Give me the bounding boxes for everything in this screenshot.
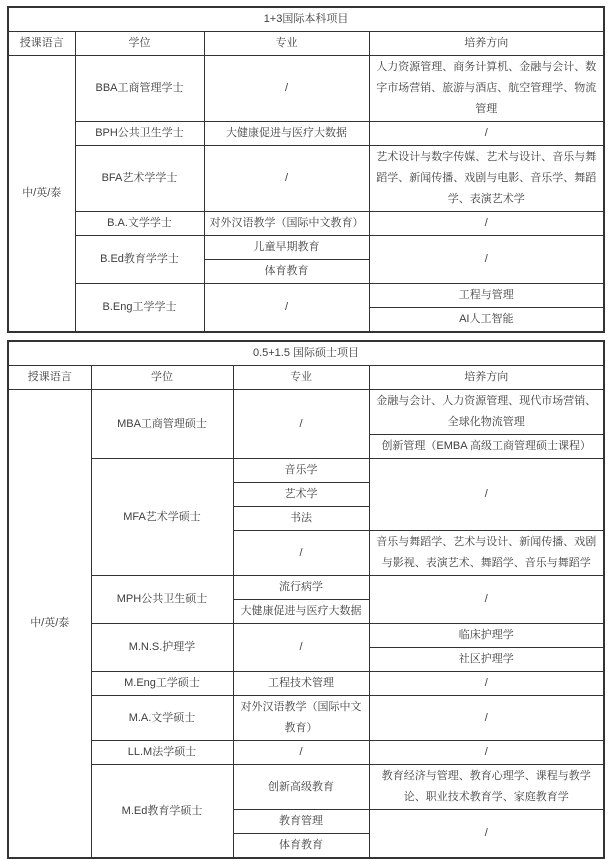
degree-cell: MFA艺术学硕士 [91, 459, 233, 576]
degree-cell: BFA艺术学学士 [75, 146, 204, 212]
direction-cell: 金融与会计、人力资源管理、现代市场营销、全球化物流管理 [369, 390, 604, 435]
direction-cell: / [369, 696, 604, 741]
direction-cell: AI人工智能 [369, 308, 604, 333]
degree-cell: MPH公共卫生硕士 [91, 576, 233, 624]
direction-cell: 临床护理学 [369, 624, 604, 648]
degree-cell: M.N.S.护理学 [91, 624, 233, 672]
undergrad-program-table [7, 6, 605, 333]
major-cell: / [233, 741, 369, 765]
major-cell: / [233, 531, 369, 576]
major-cell: / [204, 56, 369, 122]
direction-cell: 人力资源管理、商务计算机、金融与会计、数字市场营销、旅游与酒店、航空管理学、物流管理 [369, 56, 604, 122]
major-cell: 流行病学 [233, 576, 369, 600]
direction-cell: 工程与管理 [369, 284, 604, 308]
major-cell: 体育教育 [233, 834, 369, 859]
degree-cell: M.A.文学硕士 [91, 696, 233, 741]
degree-cell: M.Eng工学硕士 [91, 672, 233, 696]
major-cell: 对外汉语教学（国际中文教育） [204, 212, 369, 236]
degree-cell: LL.M法学硕士 [91, 741, 233, 765]
master-table-title: 0.5+1.5 国际硕士项目 [8, 341, 604, 366]
master-header-direction: 培养方向 [369, 366, 604, 390]
major-cell: 大健康促进与医疗大数据 [233, 600, 369, 624]
major-cell: 音乐学 [233, 459, 369, 483]
major-cell: 创新高级教育 [233, 765, 369, 810]
degree-cell: MBA工商管理硕士 [91, 390, 233, 459]
major-cell: 书法 [233, 507, 369, 531]
degree-cell: B.A.文学学士 [75, 212, 204, 236]
direction-cell: / [369, 212, 604, 236]
direction-cell: / [369, 741, 604, 765]
major-cell: / [233, 390, 369, 459]
major-cell: 工程技术管理 [233, 672, 369, 696]
major-cell: 儿童早期教育 [204, 236, 369, 260]
direction-cell: 艺术设计与数字传媒、艺术与设计、音乐与舞蹈学、新闻传播、戏剧与电影、音乐学、舞蹈学、表演艺术学 [369, 146, 604, 212]
undergrad-language-cell: 中/英/泰 [8, 56, 75, 333]
direction-cell: 音乐与舞蹈学、艺术与设计、新闻传播、戏剧与影视、表演艺术、舞蹈学、音乐与舞蹈学 [369, 531, 604, 576]
degree-cell: B.Ed教育学学士 [75, 236, 204, 284]
master-language-cell: 中/英/泰 [8, 390, 91, 859]
undergrad-header-degree: 学位 [75, 32, 204, 56]
undergrad-header-direction: 培养方向 [369, 32, 604, 56]
direction-cell: / [369, 810, 604, 859]
direction-cell: 创新管理（EMBA 高级工商管理硕士课程） [369, 435, 604, 459]
direction-cell: / [369, 459, 604, 531]
direction-cell: 社区护理学 [369, 648, 604, 672]
major-cell: 教育管理 [233, 810, 369, 834]
undergrad-table-title: 1+3国际本科项目 [8, 7, 604, 32]
undergrad-header-language: 授课语言 [8, 32, 75, 56]
degree-cell: M.Ed教育学硕士 [91, 765, 233, 859]
major-cell: / [204, 284, 369, 333]
direction-cell: / [369, 672, 604, 696]
direction-cell: 教育经济与管理、教育心理学、课程与教学论、职业技术教育学、家庭教育学 [369, 765, 604, 810]
undergrad-header-major: 专业 [204, 32, 369, 56]
master-program-table [7, 340, 605, 859]
major-cell: 对外汉语教学（国际中文教育） [233, 696, 369, 741]
major-cell: 艺术学 [233, 483, 369, 507]
degree-cell: BBA工商管理学士 [75, 56, 204, 122]
degree-cell: BPH公共卫生学士 [75, 122, 204, 146]
major-cell: 大健康促进与医疗大数据 [204, 122, 369, 146]
degree-cell: B.Eng工学学士 [75, 284, 204, 333]
major-cell: 体育教育 [204, 260, 369, 284]
direction-cell: / [369, 576, 604, 624]
major-cell: / [204, 146, 369, 212]
major-cell: / [233, 624, 369, 672]
master-header-language: 授课语言 [8, 366, 91, 390]
master-header-degree: 学位 [91, 366, 233, 390]
direction-cell: / [369, 236, 604, 284]
direction-cell: / [369, 122, 604, 146]
master-header-major: 专业 [233, 366, 369, 390]
